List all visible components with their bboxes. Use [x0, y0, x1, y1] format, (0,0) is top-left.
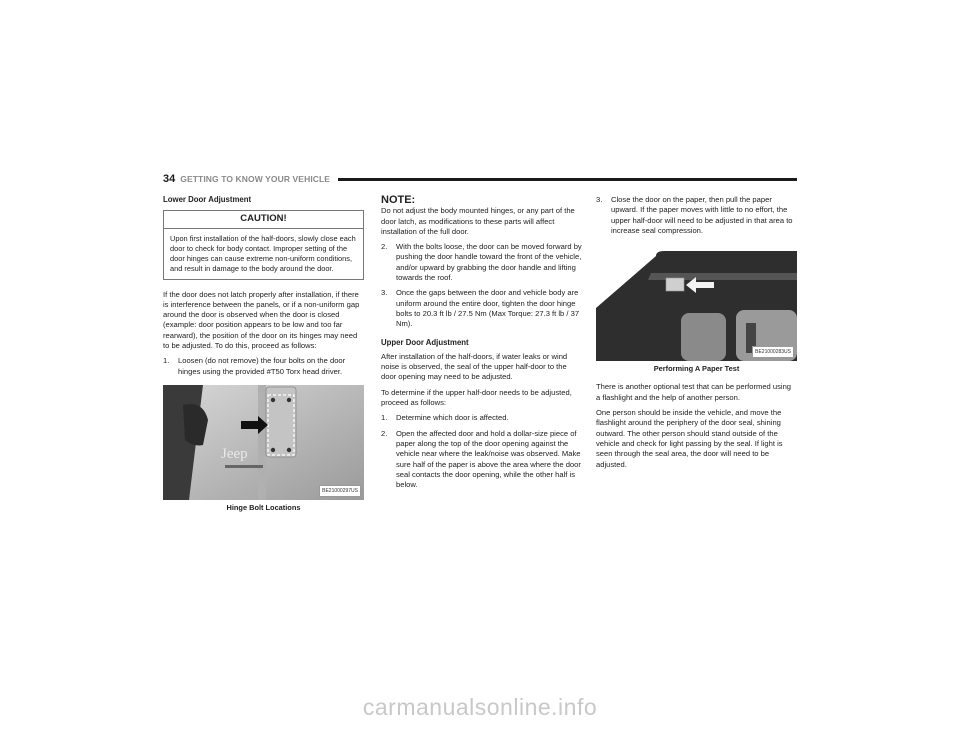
paper-test-image	[596, 248, 797, 361]
figure-caption: Performing A Paper Test	[653, 364, 740, 374]
hinge-bolt-image	[163, 385, 364, 500]
caution-title: CAUTION!	[164, 211, 363, 228]
caution-body: Upon first installation of the half-doors, slowly close each door to check for body contact. Improper setting of the door hinges can cause extreme non-uniform conditions, and result in damage to the body around the door.	[170, 233, 356, 273]
step-item	[381, 242, 582, 283]
subhead-lower-door: Lower Door Adjustment	[163, 195, 252, 204]
step-text: Close the door on the paper, then pull the paper upward. If the paper moves with little to no effort, the upper half-door will need to be adjusted in that area to increase seal compression.	[611, 195, 793, 235]
figure-caption: Hinge Bolt Locations	[226, 502, 301, 512]
hinge-bolt-figure	[163, 385, 364, 500]
step-number: 3.	[596, 195, 603, 204]
caution-box	[163, 210, 364, 279]
step-item	[381, 288, 582, 329]
note-title: NOTE:	[381, 194, 416, 206]
step-item	[381, 413, 582, 423]
section-title: GETTING TO KNOW YOUR VEHICLE	[180, 174, 331, 184]
step-number: 3.	[381, 288, 388, 298]
flashlight-para: One person should be inside the vehicle, and move the flashlight around the periphery of the door seal, shining outward. The other person should stand outside of the vehicle and check for light passing by the seal. If light is seen through the seal area, the door will need to be adjusted.	[596, 408, 783, 469]
intro-paragraph: If the door does not latch properly after installation, if there is interference between the panels, or if a non-uniform gap around the door is observed when the door is closed (example: door position appears to be low and too far rearward), the position of the door on its hinges may need to be adjusted. To do this, proceed as follows:	[163, 289, 360, 351]
column-middle	[381, 195, 582, 495]
step-text: Determine which door is affected.	[396, 413, 509, 423]
optional-test-para: There is another optional test that can be performed using a flashlight and the help of another person.	[596, 382, 792, 402]
step-text: With the bolts loose, the door can be moved forward by pushing the door handle toward the front of the vehicle, and/or upward by grabbing the door handle and lifting towards the roof.	[396, 242, 582, 283]
subhead-upper-door: Upper Door Adjustment	[381, 337, 469, 347]
upper-para-2: To determine if the upper half-door needs to be adjusted, proceed as follows:	[381, 387, 572, 408]
step-number: 2.	[381, 242, 388, 252]
step-text: Once the gaps between the door and vehicle body are uniform around the entire door, tighten the door hinge bolts to 20.3 ft lb / 27.5 Nm (Max Torque: 27.3 ft lb / 37 Nm).	[396, 288, 580, 329]
step-item	[381, 429, 582, 491]
watermark: carmanualsonline.info	[362, 694, 598, 720]
step-number: 2.	[381, 428, 388, 438]
step-text: Open the affected door and hold a dollar-size piece of paper along the top of the door opening against the vehicle near where the leak/noise was observed. Make sure half of the paper is above the area where the door seal contacts the door opening, while the other half is below.	[396, 428, 581, 490]
note-text: Do not adjust the body mounted hinges, or any part of the door latch, as modifications to these parts will affect installation of the full door.	[381, 206, 575, 236]
jeep-logo-text: Jeep	[221, 445, 248, 462]
column-right	[596, 195, 797, 475]
figure-code: BE21000297US	[319, 485, 361, 497]
step-item	[596, 195, 797, 236]
step-number: 1.	[381, 413, 388, 423]
column-left	[163, 195, 364, 521]
upper-para-1: After installation of the half-doors, if water leaks or wind noise is observed, the seal of the upper half-door to the door opening may need to be adjusted.	[381, 351, 568, 382]
step-item	[163, 356, 364, 377]
step-number: 1.	[163, 356, 170, 366]
page-number: 34	[163, 173, 176, 185]
step-text: Loosen (do not remove) the four bolts on the door hinges using the provided #T50 Torx head driver.	[178, 356, 346, 376]
paper-test-figure	[596, 248, 797, 361]
figure-code: BE21000283US	[752, 346, 794, 358]
page-header	[163, 172, 797, 186]
header-rule	[338, 178, 797, 181]
